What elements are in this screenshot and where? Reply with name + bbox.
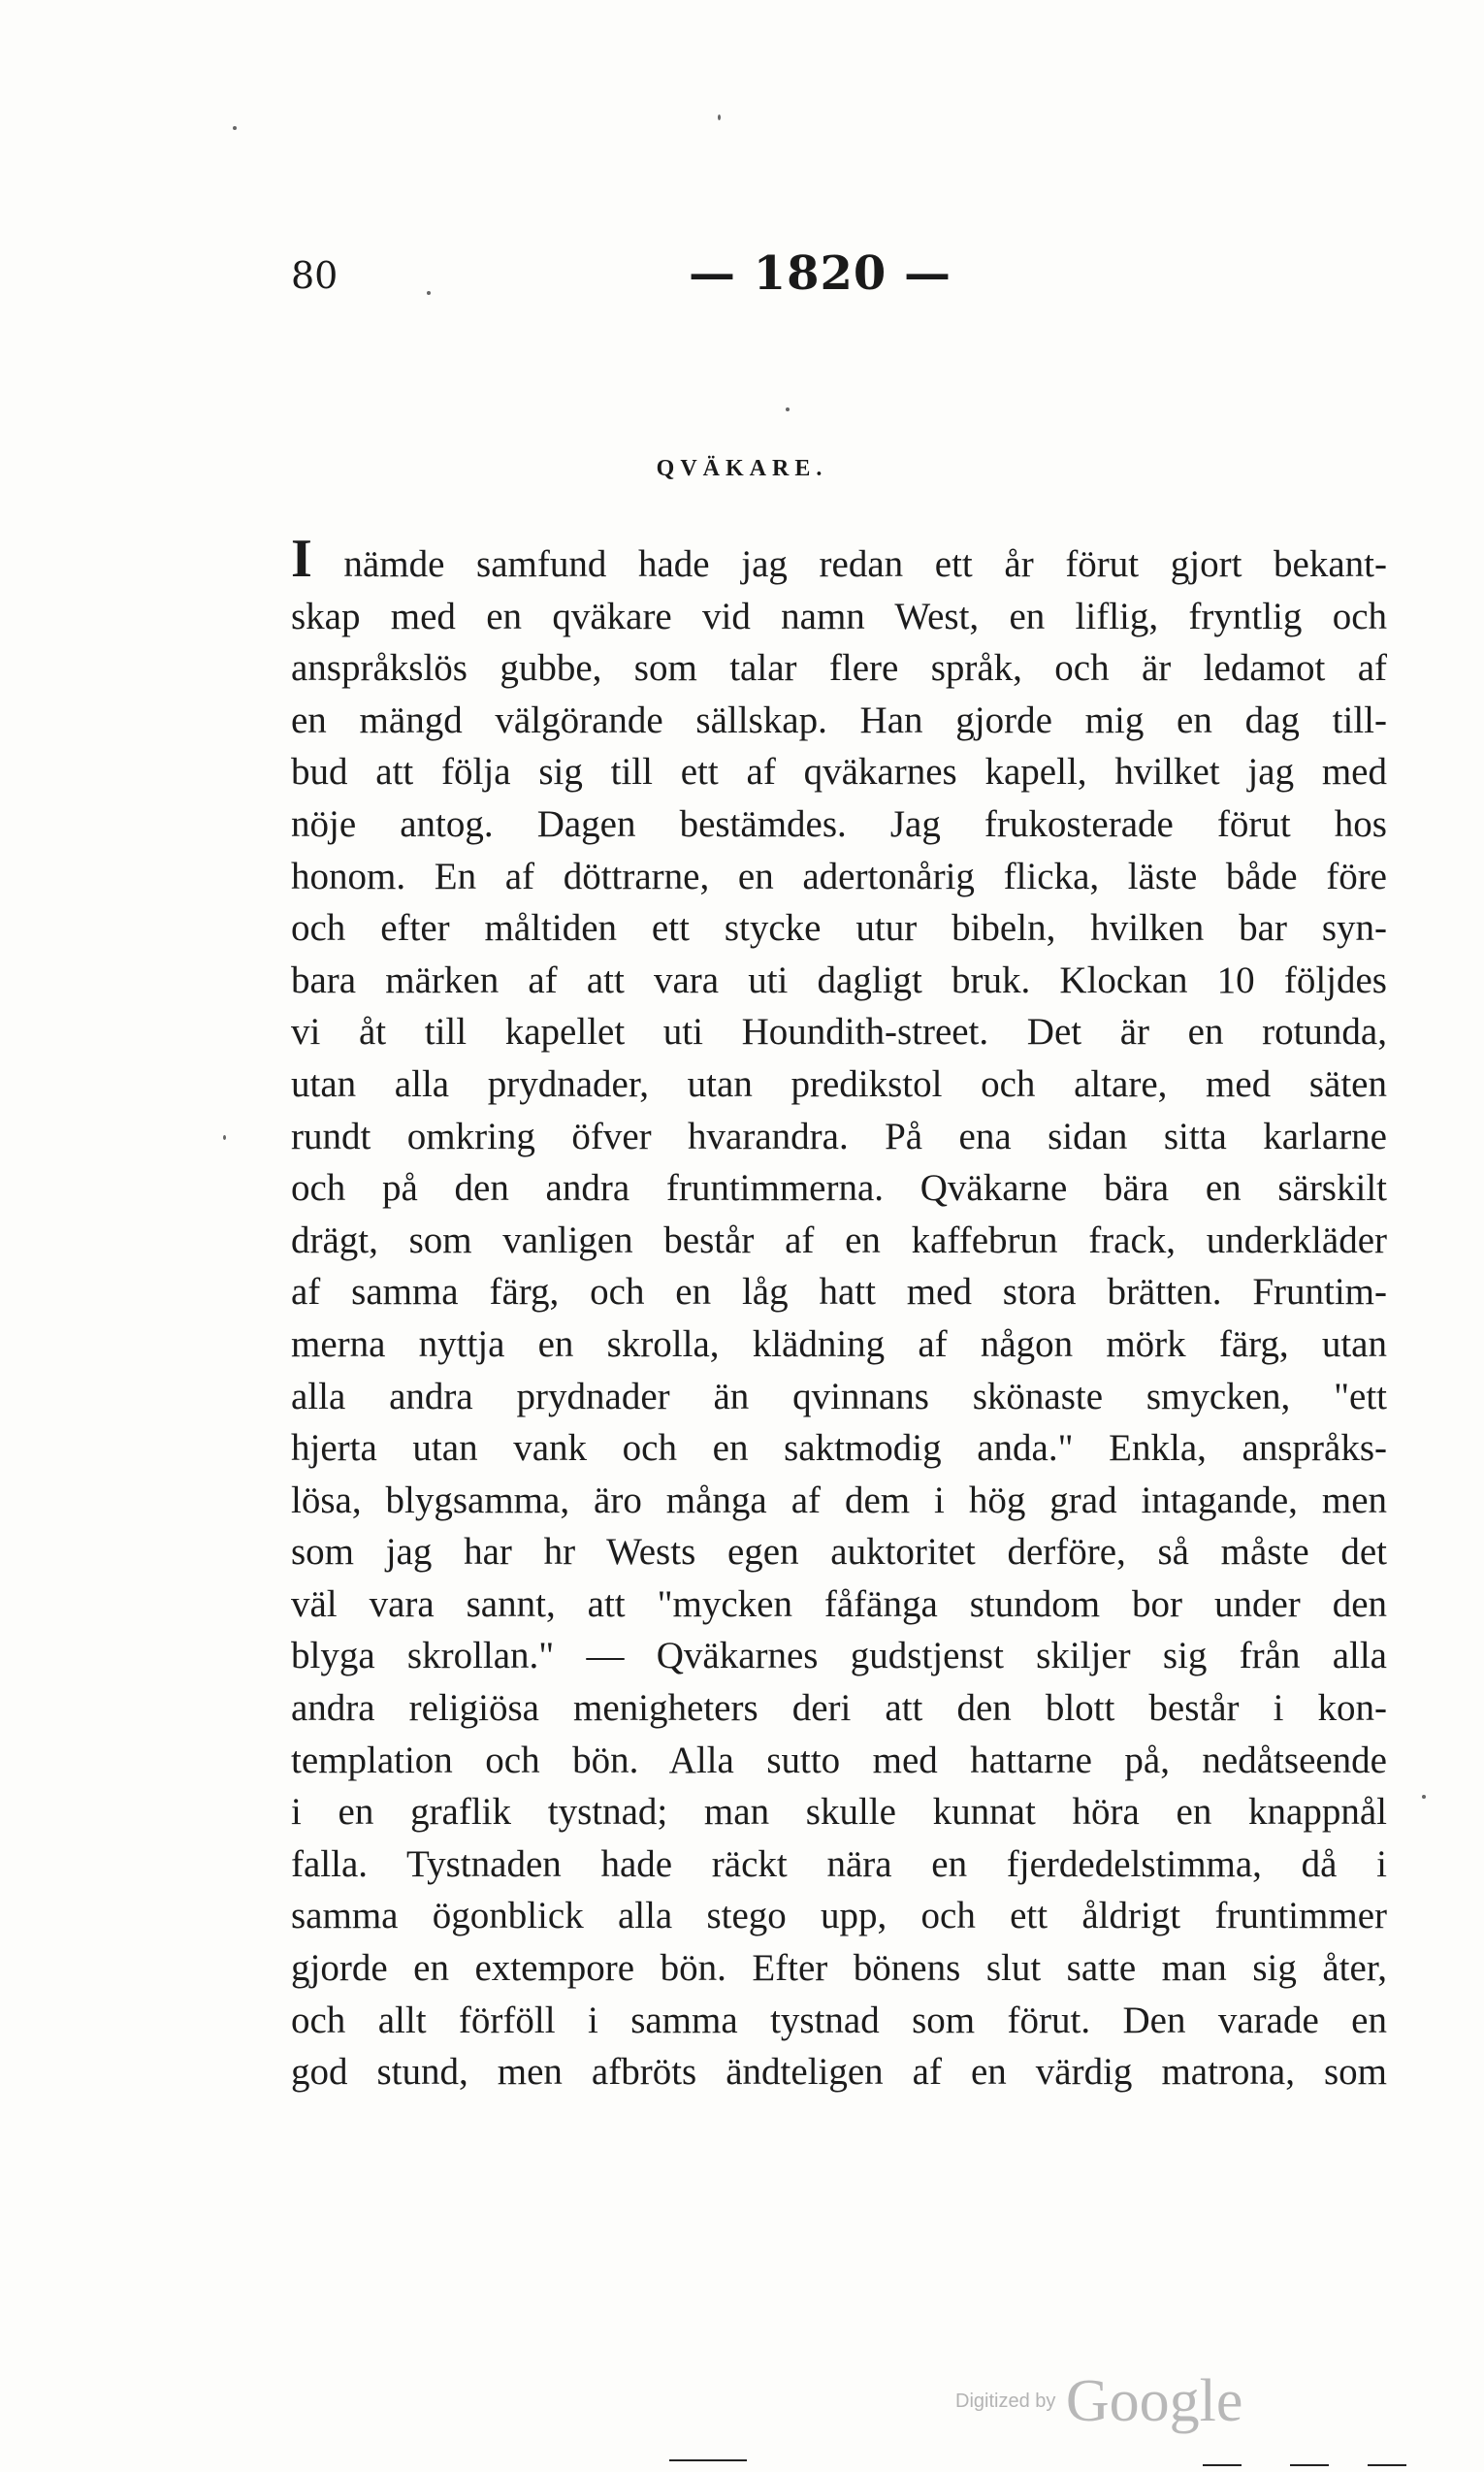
text-line: i en graflik tystnad; man skulle kunnat höra en knappnål [291, 1791, 1387, 1834]
text-line: af samma färg, och en låg hatt med stora brätten. Fruntim- [291, 1271, 1387, 1314]
text-line: anspråkslös gubbe, som talar flere språk, och är ledamot af [291, 647, 1387, 690]
scan-speck [718, 114, 721, 120]
text-line: utan alla prydnader, utan predikstol och altare, med säten [291, 1062, 1387, 1105]
body-text [291, 529, 1387, 2098]
text-line: rundt omkring öfver hvarandra. På ena sidan sitta karlarne [291, 1115, 1387, 1157]
scan-edge-mark [669, 2459, 747, 2461]
text-line: bud att följa sig till ett af qväkarnes kapell, hvilket jag med [291, 751, 1387, 794]
text-line: nöje antog. Dagen bestämdes. Jag frukosterade förut hos [291, 802, 1387, 845]
text-line: blyga skrollan." — Qväkarnes gudstjenst skiljer sig från alla [291, 1635, 1387, 1677]
text-line: I nämde samfund hade jag redan ett år förut gjort bekant- [291, 529, 1387, 589]
text-line: hjerta utan vank och en saktmodig anda." Enkla, anspråks- [291, 1427, 1387, 1470]
watermark-logo: Google [1065, 2368, 1243, 2434]
text-line: samma ögonblick alla stego upp, och ett åldrigt fruntimmer [291, 1895, 1387, 1937]
text-line: vi åt till kapellet uti Houndith-street. Det är en rotunda, [291, 1011, 1387, 1054]
scan-edge-mark [1203, 2464, 1242, 2466]
text-line: falla. Tystnaden hade räckt nära en fjerdedelstimma, då i [291, 1842, 1387, 1885]
scan-speck [427, 291, 431, 295]
text-line: god stund, men afbröts ändteligen af en värdig matrona, som [291, 2051, 1387, 2094]
text-line: bara märken af att vara uti dagligt bruk. Klockan 10 följdes [291, 959, 1387, 1001]
text-line: merna nyttja en skrolla, klädning af någon mörk färg, utan [291, 1322, 1387, 1365]
text-line: och allt förföll i samma tystnad som förut. Den varade en [291, 1999, 1387, 2041]
running-head-year: — 1820 — [689, 246, 952, 301]
scan-speck [223, 1135, 226, 1140]
text-line: skap med en qväkare vid namn West, en liflig, fryntlig och [291, 595, 1387, 637]
text-line: honom. En af döttrarne, en adertonårig flicka, läste både före [291, 855, 1387, 897]
text-line: gjorde en extempore bön. Efter bönens slut satte man sig åter, [291, 1947, 1387, 1990]
scan-speck [233, 126, 237, 130]
text-line: och efter måltiden ett stycke utur bibeln, hvilken bar syn- [291, 907, 1387, 950]
text-line: templation och bön. Alla sutto med hattarne på, nedåtseende [291, 1739, 1387, 1781]
section-title: QVÄKARE. [656, 456, 828, 481]
text-line: som jag har hr Wests egen auktoritet derföre, så måste det [291, 1531, 1387, 1574]
scan-edge-mark [1290, 2464, 1329, 2466]
text-line: väl vara sannt, att "mycken fåfänga stundom bor under den [291, 1582, 1387, 1625]
text-line: andra religiösa menigheters deri att den blott består i kon- [291, 1687, 1387, 1730]
text-line: drägt, som vanligen består af en kaffebrun frack, underkläder [291, 1219, 1387, 1261]
scan-speck [786, 407, 790, 411]
text-line: en mängd välgörande sällskap. Han gjorde mig en dag till- [291, 699, 1387, 741]
page-number: 80 [291, 254, 339, 297]
text-line: lösa, blygsamma, äro många af dem i hög grad intagande, men [291, 1479, 1387, 1521]
scan-speck [1422, 1795, 1426, 1799]
text-line: och på den andra fruntimmerna. Qväkarne bära en särskilt [291, 1167, 1387, 1210]
digitized-watermark [955, 2367, 1242, 2436]
running-header [291, 246, 1387, 312]
watermark-prefix: Digitized by [955, 2391, 1056, 2412]
scan-edge-mark [1368, 2464, 1406, 2466]
initial-letter: I [291, 529, 312, 589]
text-line: alla andra prydnader än qvinnans skönaste smycken, "ett [291, 1375, 1387, 1417]
